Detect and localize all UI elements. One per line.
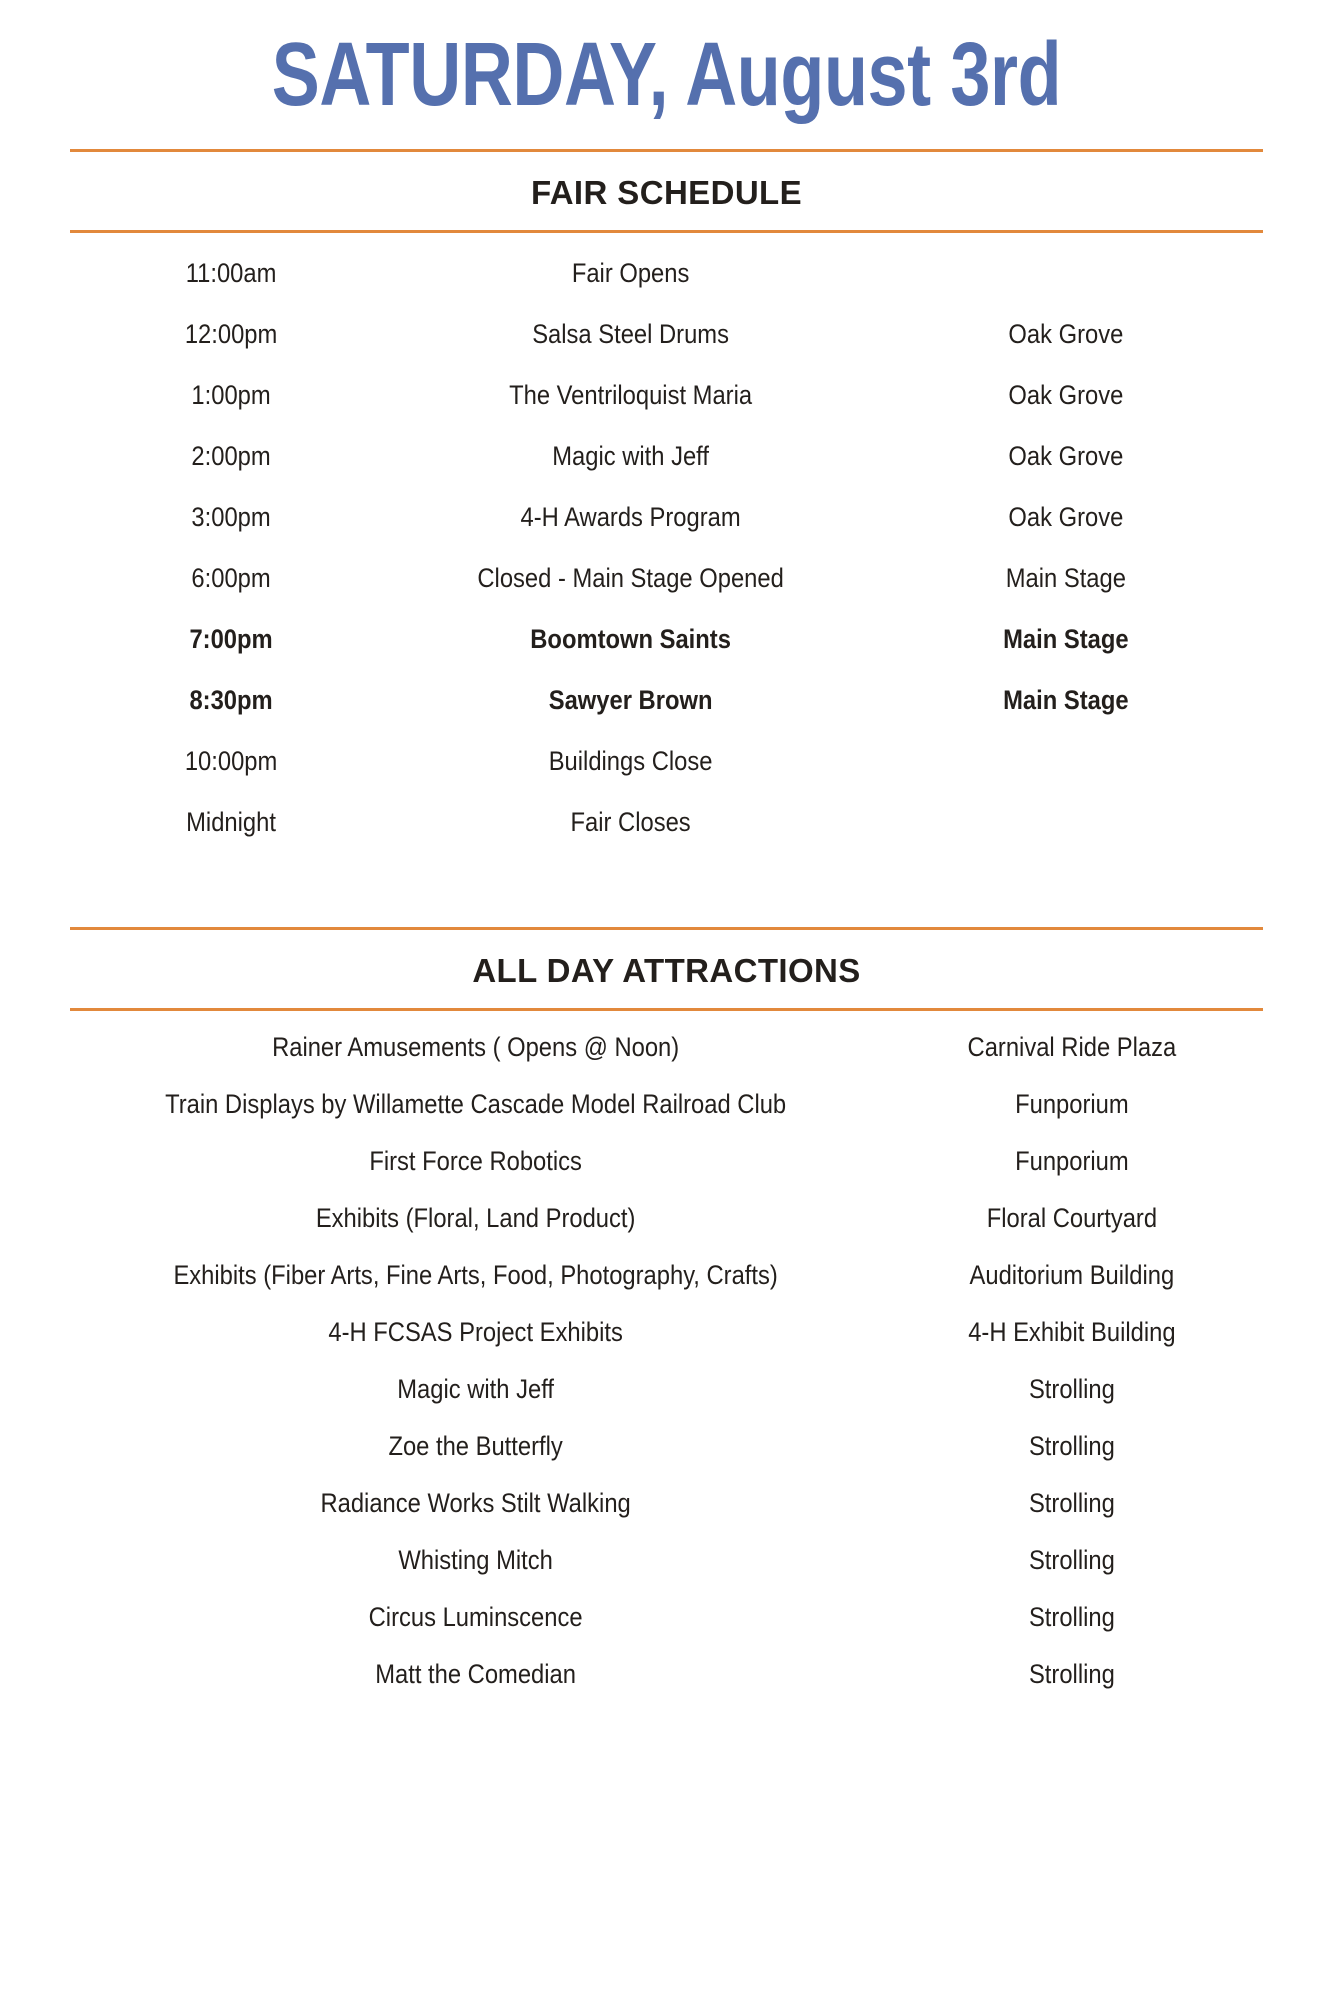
attraction-location: Strolling [1029, 1659, 1116, 1690]
schedule-event: The Ventriloquist Maria [509, 380, 753, 411]
schedule-event: Boomtown Saints [530, 624, 732, 655]
schedule-event: Salsa Steel Drums [532, 319, 730, 350]
schedule-time: 8:30pm [189, 685, 273, 716]
schedule-event: Magic with Jeff [552, 441, 710, 472]
all-day-attractions-heading: ALL DAY ATTRACTIONS [472, 952, 861, 990]
list-item [70, 1589, 1263, 1646]
table-row [70, 731, 1263, 792]
list-item [70, 1361, 1263, 1418]
table-row [70, 487, 1263, 548]
list-item [70, 1247, 1263, 1304]
schedule-time: 3:00pm [191, 502, 271, 533]
attraction-location: 4-H Exhibit Building [968, 1317, 1176, 1348]
schedule-time: 10:00pm [184, 746, 278, 777]
attraction-name: First Force Robotics [369, 1146, 582, 1177]
all-day-attractions-table [70, 1019, 1263, 1703]
page-title: SATURDAY, August 3rd [271, 25, 1062, 125]
table-row [70, 609, 1263, 670]
schedule-time: 12:00pm [184, 319, 278, 350]
schedule-location [893, 792, 1239, 853]
schedule-location [893, 243, 1239, 304]
list-item [70, 1019, 1263, 1076]
schedule-time: Midnight [186, 807, 276, 838]
table-row [70, 792, 1263, 853]
list-item [70, 1133, 1263, 1190]
schedule-event: Sawyer Brown [548, 685, 713, 716]
schedule-time: 11:00am [185, 258, 277, 289]
table-row [70, 243, 1263, 304]
attraction-location: Floral Courtyard [986, 1203, 1158, 1234]
schedule-event: Fair Opens [571, 258, 690, 289]
schedule-time: 2:00pm [191, 441, 271, 472]
list-item [70, 1646, 1263, 1703]
schedule-location: Main Stage [1003, 685, 1129, 716]
schedule-location: Oak Grove [1008, 502, 1124, 533]
attraction-location: Strolling [1029, 1602, 1116, 1633]
schedule-time: 6:00pm [191, 563, 271, 594]
schedule-event: 4-H Awards Program [520, 502, 741, 533]
divider-under-attractions-heading [70, 1008, 1263, 1011]
attraction-name: Rainer Amusements ( Opens @ Noon) [272, 1032, 680, 1063]
divider-under-fair-schedule-heading [70, 230, 1263, 233]
attraction-location: Funporium [1015, 1089, 1129, 1120]
schedule-location: Oak Grove [1008, 441, 1124, 472]
schedule-event: Buildings Close [548, 746, 713, 777]
list-item [70, 1475, 1263, 1532]
schedule-location: Oak Grove [1008, 380, 1124, 411]
schedule-time: 1:00pm [191, 380, 271, 411]
attraction-location: Strolling [1029, 1431, 1116, 1462]
attraction-location: Auditorium Building [969, 1260, 1175, 1291]
attraction-location: Strolling [1029, 1488, 1116, 1519]
attraction-location: Strolling [1029, 1374, 1116, 1405]
attraction-name: 4-H FCSAS Project Exhibits [328, 1317, 623, 1348]
list-item [70, 1532, 1263, 1589]
table-row [70, 548, 1263, 609]
list-item [70, 1418, 1263, 1475]
attraction-name: Radiance Works Stilt Walking [320, 1488, 631, 1519]
fair-schedule-table [70, 243, 1263, 853]
attraction-name: Exhibits (Fiber Arts, Fine Arts, Food, Photography, Crafts) [173, 1260, 778, 1291]
schedule-event: Fair Closes [570, 807, 691, 838]
list-item [70, 1076, 1263, 1133]
attraction-name: Zoe the Butterfly [388, 1431, 563, 1462]
list-item [70, 1190, 1263, 1247]
attraction-name: Exhibits (Floral, Land Product) [315, 1203, 636, 1234]
table-row [70, 304, 1263, 365]
table-row [70, 426, 1263, 487]
schedule-location [893, 731, 1239, 792]
list-item [70, 1304, 1263, 1361]
table-row [70, 365, 1263, 426]
schedule-time: 7:00pm [189, 624, 273, 655]
attraction-location: Carnival Ride Plaza [967, 1032, 1177, 1063]
schedule-event: Closed - Main Stage Opened [477, 563, 784, 594]
table-row [70, 670, 1263, 731]
schedule-location: Oak Grove [1008, 319, 1124, 350]
fair-schedule-heading: FAIR SCHEDULE [530, 174, 803, 212]
schedule-location: Main Stage [1003, 624, 1129, 655]
attraction-name: Train Displays by Willamette Cascade Model Railroad Club [165, 1089, 787, 1120]
attraction-name: Whisting Mitch [398, 1545, 553, 1576]
attraction-name: Matt the Comedian [375, 1659, 576, 1690]
attraction-name: Magic with Jeff [397, 1374, 554, 1405]
attraction-location: Strolling [1029, 1545, 1116, 1576]
attraction-name: Circus Luminscence [368, 1602, 583, 1633]
attraction-location: Funporium [1015, 1146, 1129, 1177]
schedule-location: Main Stage [1006, 563, 1127, 594]
